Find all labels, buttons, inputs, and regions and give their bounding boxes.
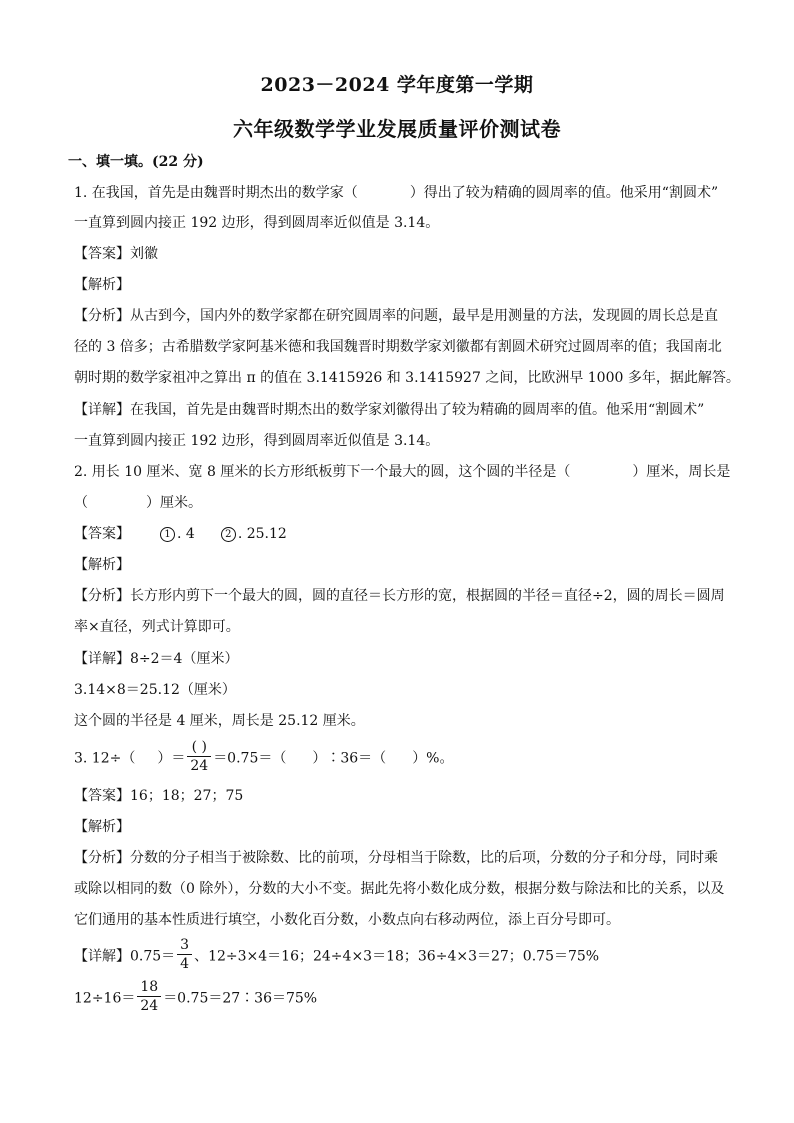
analysis-label: 【分析】 — [74, 308, 130, 324]
q1-analysis-head: 【解析】 — [74, 277, 130, 293]
q2-text-c: （ — [74, 495, 88, 511]
q3-analysis-line2: 或除以相同的数（0 除外），分数的大小不变。据此先将小数化成分数，根据分数与除法和比的关系，以及 — [74, 881, 725, 897]
detail-label: 【详解】 — [74, 402, 130, 418]
q3-analysis-text1: 分数的分子相当于被除数、比的前项，分母相当于除数，比的后项，分数的分子和分母，同时乘 — [130, 850, 718, 866]
q2-analysis-head: 【解析】 — [74, 557, 130, 573]
q3-detail2-text-a: 12÷16＝ — [74, 990, 136, 1007]
q3-detail-line2 — [74, 980, 317, 1017]
q3-detail-fraction-2 — [137, 978, 161, 1015]
q2-analysis-line1 — [74, 586, 725, 606]
q3-text-close: ）＝ — [157, 750, 186, 767]
q2-detail-line3: 这个圆的半径是 4 厘米，周长是 25.12 厘米。 — [74, 713, 365, 729]
detail-label: 【详解】 — [74, 651, 130, 667]
q3-analysis-line3: 它们通用的基本性质进行填空，小数化百分数，小数点向右移动两位，添上百分号即可。 — [74, 912, 620, 928]
q2-line2 — [74, 493, 202, 513]
circled-number-1: 1 — [160, 527, 175, 542]
q1-analysis-line2: 径的 3 倍多；古希腊数学家阿基米德和我国魏晋时期数学家刘徽都有割圆术研究过圆周率的值；我国南北 — [74, 339, 722, 355]
q1-detail-text1: 在我国，首先是由魏晋时期杰出的数学家刘徽得出了较为精确的圆周率的值。他采用“割圆术” — [130, 402, 705, 418]
answer-label: 【答案】 — [74, 526, 130, 542]
q2-answer — [74, 524, 287, 544]
analysis-label: 【分析】 — [74, 850, 130, 866]
q3-line1 — [74, 740, 454, 777]
q3-detail-fraction-1 — [177, 936, 192, 973]
detail-label: 【详解】 — [74, 948, 130, 965]
q1-detail-line1 — [74, 400, 704, 420]
circled-number-2: 2 — [221, 527, 236, 542]
q2-detail-line1 — [74, 649, 238, 669]
q1-analysis-line1 — [74, 306, 718, 326]
q2-text-a: 2. 用长 10 厘米、宽 8 厘米的长方形纸板剪下一个最大的圆，这个圆的半径是（ — [74, 464, 571, 480]
exam-title-year: 2023－2024 学年度第一学期 — [260, 74, 534, 96]
q2-answer-1: . 4 — [177, 526, 195, 542]
q3-text-end: ）%。 — [412, 750, 454, 767]
q1-detail-line2: 一直算到圆内接正 192 边形，得到圆周率近似值是 3.14。 — [74, 433, 440, 449]
q3-fraction — [187, 738, 211, 775]
q3-detail-text-a: 0.75＝ — [130, 948, 176, 965]
q3-analysis-line1 — [74, 848, 718, 868]
q2-detail-line2: 3.14×8＝25.12（厘米） — [74, 682, 236, 698]
exam-title: 六年级数学学业发展质量评价测试卷 — [233, 117, 561, 141]
q2-text-b: ）厘米，周长是 — [632, 464, 731, 480]
q3-text-mid: ＝0.75＝（ — [213, 750, 287, 767]
section-heading: 一、填一填。(22 分) — [68, 154, 204, 170]
q2-text-d: ）厘米。 — [146, 495, 202, 511]
q2-line1 — [74, 462, 730, 482]
q2-detail-text1: 8÷2＝4（厘米） — [130, 651, 239, 667]
q2-answer-2: . 25.12 — [237, 526, 287, 542]
q3-fraction-denominator: 24 — [190, 758, 209, 774]
q1-text-a: 1. 在我国，首先是由魏晋时期杰出的数学家（ — [74, 185, 358, 201]
q1-answer — [74, 244, 158, 264]
fraction-numerator: 3 — [177, 936, 192, 955]
q1-analysis-text1: 从古到今，国内外的数学家都在研究圆周率的问题，最早是用测量的方法，发现圆的周长总是直 — [130, 308, 718, 324]
fraction-denominator: 24 — [140, 998, 159, 1014]
q1-text-b: ）得出了较为精确的圆周率的值。他采用“割圆术” — [409, 185, 719, 201]
answer-label: 【答案】 — [74, 788, 130, 804]
q2-analysis-line2: 率×直径，列式计算即可。 — [74, 619, 240, 635]
q3-detail-text-b: 、12÷3×4＝16；24÷4×3＝18；36÷4×3＝27；0.75＝75% — [194, 948, 600, 965]
fraction-numerator: 18 — [137, 978, 161, 997]
q3-fraction-numerator: ( ) — [187, 738, 211, 757]
q1-line2: 一直算到圆内接正 192 边形，得到圆周率近似值是 3.14。 — [74, 215, 440, 231]
q3-detail2-text-b: ＝0.75＝27∶36＝75% — [163, 990, 318, 1007]
q2-analysis-text1: 长方形内剪下一个最大的圆，圆的直径＝长方形的宽，根据圆的半径＝直径÷2，圆的周长＝圆周 — [130, 588, 725, 604]
q3-answer — [74, 786, 243, 806]
q3-text-prefix: 3. 12÷（ — [74, 750, 136, 767]
q3-text-ratio: ）∶36＝（ — [312, 750, 387, 767]
fraction-denominator: 4 — [180, 956, 190, 972]
q1-answer-value: 刘徽 — [130, 246, 158, 262]
q3-detail-line1 — [74, 938, 599, 975]
q1-line1 — [74, 183, 718, 203]
analysis-label: 【分析】 — [74, 588, 130, 604]
answer-label: 【答案】 — [74, 246, 130, 262]
q1-analysis-line3: 朝时期的数学家祖冲之算出 π 的值在 3.1415926 和 3.1415927 之间，比欧洲早 1000 多年，据此解答。 — [74, 370, 740, 386]
q3-answer-value: 16；18；27；75 — [130, 788, 244, 804]
q3-analysis-head: 【解析】 — [74, 819, 130, 835]
